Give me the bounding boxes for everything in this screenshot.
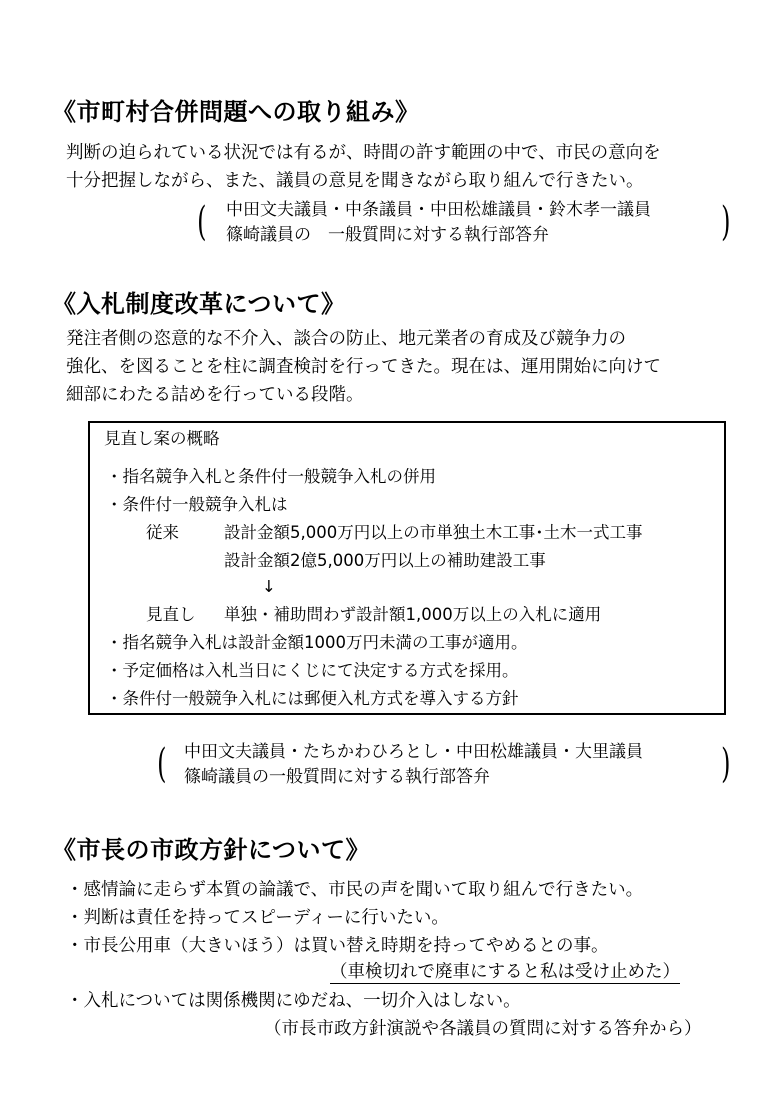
paragraph-line: 判断の迫られている状況では有るが、時間の許す範囲の中で、市民の意向を (66, 143, 661, 163)
box-item: ・指名競争入札は設計金額1000万円未満の工事が適用。 (106, 633, 528, 652)
policy-note (330, 958, 680, 986)
before-label: 従来 (146, 523, 179, 542)
down-arrow-icon: ↓ (262, 577, 276, 596)
box-title: 見直し案の概略 (104, 429, 220, 448)
policy-item: ・判断は責任を持ってスピーディーに行いたい。 (66, 908, 449, 928)
attribution-line: 中田文夫議員・たちかわひろとし・中田松雄議員・大里議員 (184, 742, 643, 762)
policy-item: ・市長公用車（大きいほう）は買い替え時期を持ってやめるとの事。 (66, 936, 609, 956)
policy-item: ・感情論に走らず本質の論議で、市民の声を聞いて取り組んで行きたい。 (66, 880, 644, 900)
section-heading-bidding: 《入札制度改革について》 (52, 290, 346, 318)
summary-box (88, 421, 726, 715)
paragraph-line: 細部にわたる詰めを行っている段階。 (66, 385, 364, 405)
section-heading-merger: 《市町村合併問題への取り組み》 (52, 98, 420, 126)
attribution-line: 篠崎議員の一般質問に対する執行部答弁 (184, 767, 490, 787)
box-item: ・条件付一般競争入札には郵便入札方式を導入する方針 (106, 689, 519, 708)
before-line: 設計金額2億5,000万円以上の補助建設工事 (224, 551, 546, 570)
box-item: ・予定価格は入札当日にくじにて決定する方式を採用。 (106, 661, 519, 680)
paragraph-line: 強化、を図ることを柱に調査検討を行ってきた。現在は、運用開始に向けて (66, 357, 661, 377)
close-paren: ) (721, 199, 731, 245)
open-paren: ( (157, 741, 167, 787)
box-item: ・条件付一般競争入札は (106, 495, 288, 514)
attribution-line: 中田文夫議員・中条議員・中田松雄議員・鈴木孝一議員 (226, 200, 651, 220)
section-heading-policy: 《市長の市政方針について》 (52, 836, 371, 864)
policy-item: ・入札については関係機関にゆだね、一切介入はしない。 (66, 991, 521, 1011)
source-note: （市長市政方針演説や各議員の質問に対する答弁から） (264, 1019, 702, 1039)
attribution-line: 篠崎議員の 一般質問に対する執行部答弁 (226, 225, 549, 245)
after-label: 見直し (146, 605, 196, 624)
paragraph-line: 発注者側の恣意的な不介入、談合の防止、地元業者の育成及び競争力の (66, 329, 626, 349)
after-line: 単独・補助問わず設計額1,000万以上の入札に適用 (224, 605, 602, 624)
box-item: ・指名競争入札と条件付一般競争入札の併用 (106, 467, 436, 486)
paragraph-line: 十分把握しながら、また、議員の意見を聞きながら取り組んで行きたい。 (66, 171, 644, 191)
open-paren: ( (197, 199, 207, 245)
policy-note-text: （車検切れで廃車にすると私は受け止めた） (330, 962, 680, 982)
close-paren: ) (721, 741, 731, 787)
before-line: 設計金額5,000万円以上の市単独土木工事･土木一式工事 (224, 523, 643, 542)
